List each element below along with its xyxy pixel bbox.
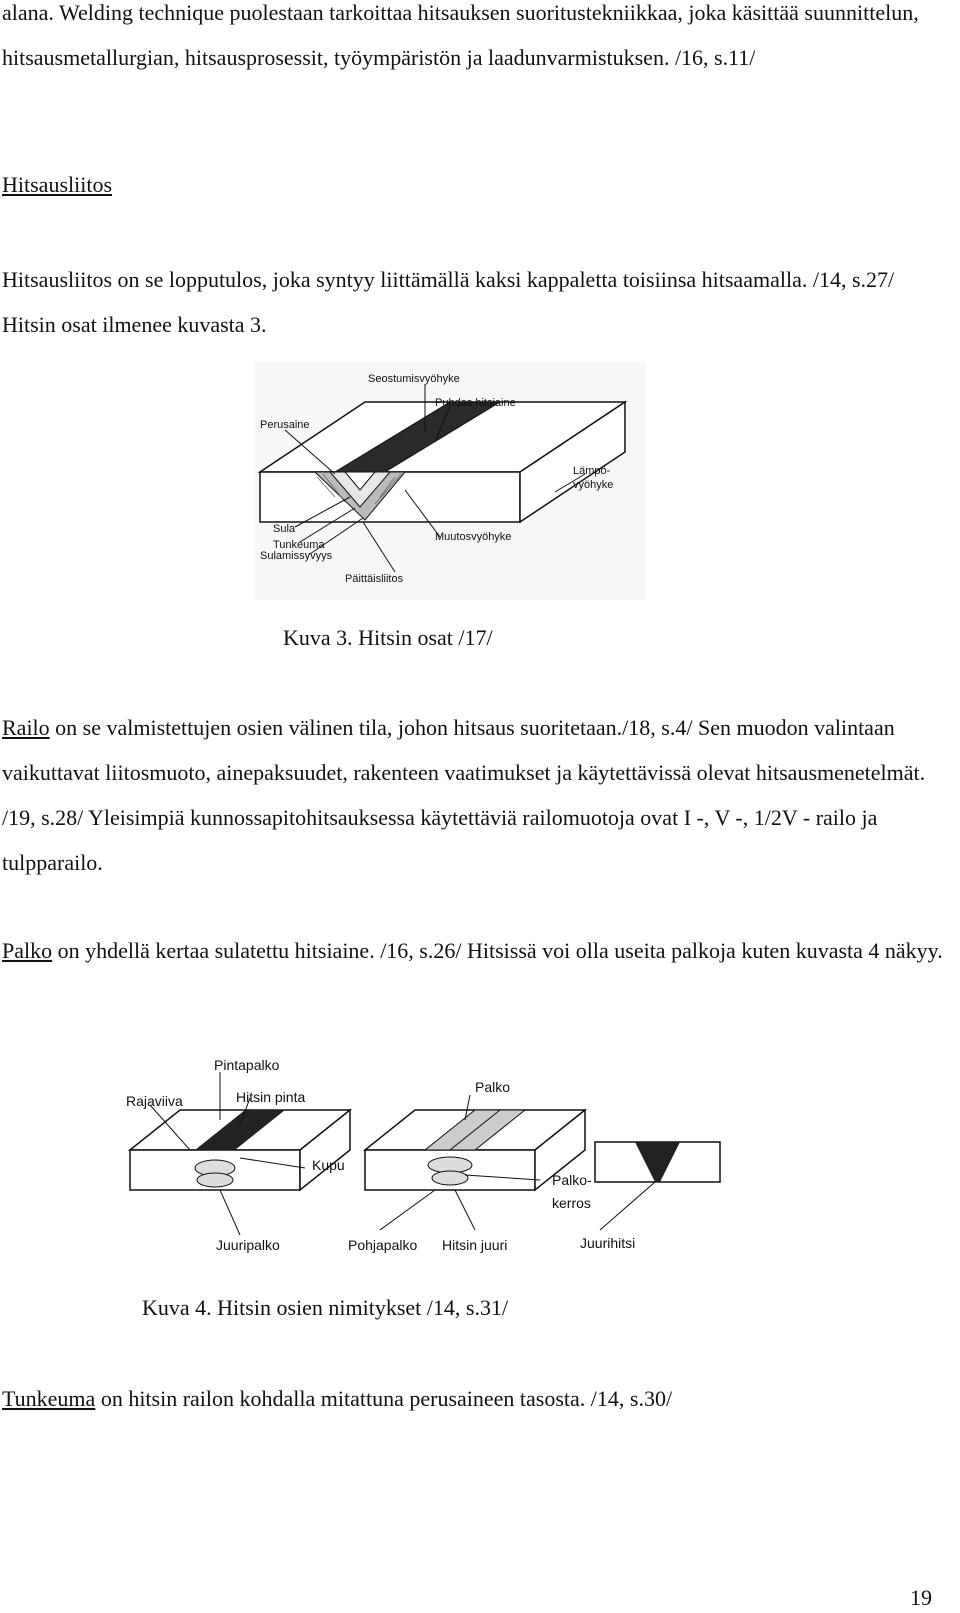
label-palko: Palko	[475, 1079, 511, 1095]
section-heading-hitsausliitos: Hitsausliitos	[2, 172, 113, 197]
label-tunkeuma: Tunkeuma	[273, 539, 325, 551]
weld-bead-diagram	[120, 1050, 725, 1260]
page-number: 19	[910, 1585, 932, 1610]
term-palko: Palko	[2, 938, 53, 963]
weld-parts-diagram	[255, 362, 645, 600]
figure4-caption: Kuva 4. Hitsin osien nimitykset /14, s.31/	[142, 1295, 509, 1320]
label-palko-kerros-1: Palko-	[552, 1172, 592, 1188]
label-pohjapalko: Pohjapalko	[348, 1237, 418, 1253]
label-juuripalko: Juuripalko	[216, 1237, 280, 1253]
label-vyohyke: vyöhyke	[573, 479, 614, 491]
tunkeuma-paragraph	[2, 1376, 952, 1421]
label-sulamissyvyys: Sulamissyvyys	[260, 550, 333, 562]
label-hitsin-juuri: Hitsin juuri	[442, 1237, 508, 1253]
label-rajaviiva: Rajaviiva	[126, 1093, 183, 1109]
label-palko-kerros-2: kerros	[552, 1195, 591, 1211]
intro-paragraph: alana. Welding technique puolestaan tarkoittaa hitsauksen suoritustekniikkaa, joka käsittää suunnittelun, hitsausmetallurgian, hitsausprosessit, työympäristön ja laadunvarmistuksen. /16, s.11/	[2, 0, 919, 70]
label-hitsin-pinta: Hitsin pinta	[236, 1089, 306, 1105]
label-juurihitsi: Juurihitsi	[580, 1235, 636, 1251]
term-railo: Railo	[2, 715, 50, 740]
palko-paragraph	[2, 928, 952, 973]
tunkeuma-text: on hitsin railon kohdalla mitattuna perusaineen tasosta. /14, s.30/	[95, 1386, 673, 1411]
label-seostumisvyohyke: Seostumisvyöhyke	[368, 373, 460, 385]
palko-text: on yhdellä kertaa sulatettu hitsiaine. /16, s.26/ Hitsissä voi olla useita palkoja kuten kuvasta 4 näkyy.	[52, 938, 943, 963]
label-puhdas-hitsiaine: Puhdas hitsiaine	[435, 397, 516, 409]
label-sula: Sula	[273, 523, 296, 535]
label-muutosvyohyke: Muutosvyöhyke	[435, 531, 512, 543]
label-pintapalko: Pintapalko	[214, 1057, 280, 1073]
figure3-caption: Kuva 3. Hitsin osat /17/	[283, 625, 493, 650]
railo-paragraph	[2, 705, 952, 885]
label-perusaine: Perusaine	[260, 419, 310, 431]
label-lampo: Lämpö-	[573, 465, 611, 477]
label-paittaisliitos: Päittäisliitos	[345, 573, 404, 585]
term-tunkeuma: Tunkeuma	[2, 1386, 96, 1411]
label-kupu: Kupu	[312, 1157, 345, 1173]
railo-text: on se valmistettujen osien välinen tila, johon hitsaus suoritetaan./18, s.4/ Sen muodon valintaan vaikuttavat liitosmuoto, ainepaksuudet, rakenteen vaatimukset ja käytettävissä olevat hitsausmenetelmät. /19, s.28/ Yleisimpiä kunnossapitohitsauksessa käytettäviä railomuotoja ovat I -, V -, 1/2V - railo ja tulpparailo.	[2, 715, 926, 875]
hitsausliitos-paragraph: Hitsausliitos on se lopputulos, joka syntyy liittämällä kaksi kappaletta toisiinsa hitsaamalla. /14, s.27/ Hitsin osat ilmenee kuvasta 3.	[2, 267, 895, 337]
